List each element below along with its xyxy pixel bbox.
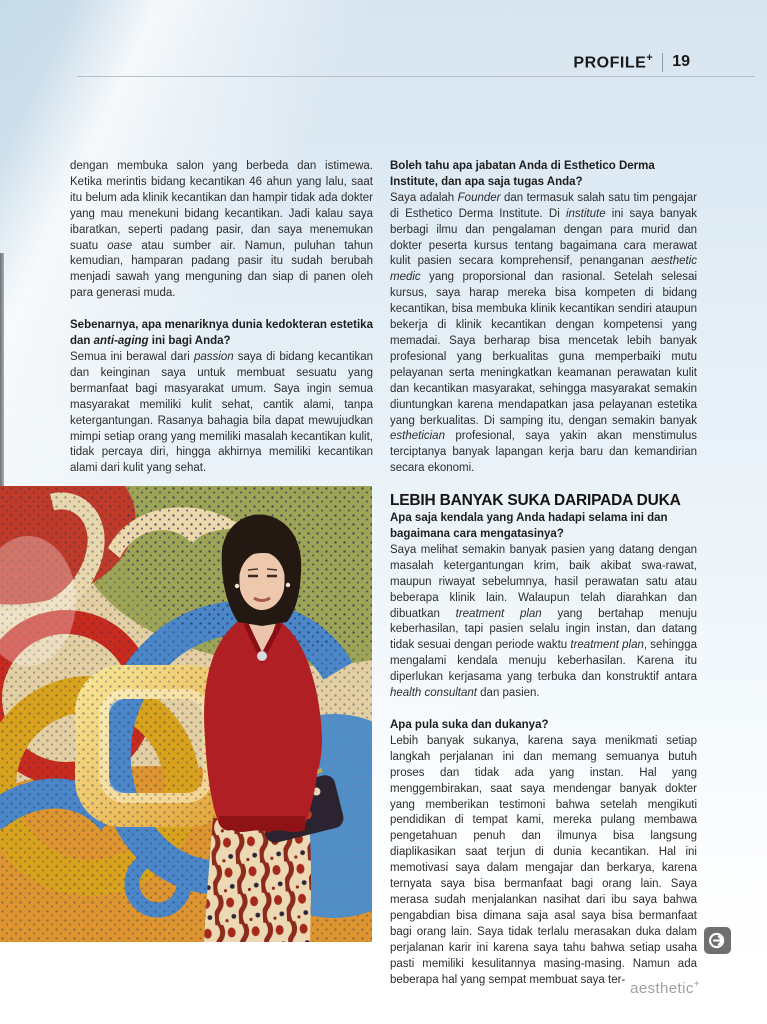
footer-brand-plus: + <box>693 979 700 990</box>
arrow-right-circle-icon <box>707 930 728 951</box>
mural-photo-graphic <box>0 486 372 942</box>
paragraph: Saya melihat semakin banyak pasien yang datang dengan masalah ketergantungan krim, baik akibat swa-rawat, maupun riwayat sebelumnya, hasil perawatan satu atau beberapa klinik lain. Walaupun telah diarahkan dan dibuatkan treatment plan yang bertahap menuju keberhasilan, tapi pasien selalu ingin instan, dan datang tidak sesuai dengan periode waktu treatment plan, sehingga mengalami kendala menuju keberhasilan. Karena itu diperlukan kerjasama yang terbuka dan konstruktif antara health consultant dan pasien. <box>390 543 698 700</box>
section-heading: LEBIH BANYAK SUKA DARIPADA DUKA <box>390 492 681 510</box>
page-edge-shadow <box>0 253 4 486</box>
article-column-right <box>390 159 697 988</box>
interview-question: Boleh tahu apa jabatan Anda di Esthetico Derma Institute, dan apa saja tugas Anda? <box>390 160 655 188</box>
page-number: 19 <box>672 53 690 71</box>
section-title-plus: + <box>646 52 654 64</box>
header-divider <box>662 53 663 72</box>
article-column-left <box>70 159 373 477</box>
paragraph: dengan membuka salon yang berbeda dan istimewa. Ketika merintis bidang kecantikan 46 ahun yang lalu, saat itu belum ada klinik kecantikan dan hampir tidak ada dokter yang mau menekuni bidang kecantikan. Jadi kalau saya ibaratkan, seperti padang pasir, dan saya menemukan suatu oase atau sumber air. Namun, puluhan tahun kemudian, hamparan padang pasir itu sudah berubah menjadi sawah yang menguning dan siap di panen oleh para generasi muda. <box>70 160 374 300</box>
page-header <box>573 52 690 72</box>
interview-question: Apa saja kendala yang Anda hadapi selama ini dan bagaimana cara mengatasinya? <box>390 512 668 541</box>
interview-question: Sebenarnya, apa menariknya dunia kedokteran estetika dan anti-aging ini bagi Anda? <box>70 319 373 348</box>
interview-question: Apa pula suka dan dukanya? <box>390 719 549 731</box>
profile-photo <box>0 486 372 942</box>
next-page-button[interactable] <box>704 927 731 954</box>
section-title: PROFILE+ <box>573 52 654 72</box>
paragraph: Semua ini berawal dari passion saya di bidang kecantikan dan keinginan saya untuk membuat sesuatu yang bermanfaat bagi masyarakat umum. Saya ingin semua masyarakat memiliki kulit sehat, cantik alami, tanpa ketergantungan. Rasanya bahagia bila dapat mewujudkan mimpi setiap orang yang memiliki masalah kecantikan kulit, tidak percaya diri, hingga akhirnya memiliki kecantikan alami dari kulit yang sehat. <box>70 350 373 475</box>
header-rule <box>77 76 755 77</box>
paragraph: Lebih banyak sukanya, karena saya menikmati setiap langkah perjalanan ini dan memang semuanya butuh proses dan tidak ada yang instan. Hal yang menggembirakan, saat saya mendengar banyak dokter yang memberikan testimoni bahwa setelah mengikuti pendidikan di tempat kami, mereka pulang membawa pengetahuan penuh dan ilmunya bisa langsung diaplikasikan saat terjun di dunia kecantikan. Hal ini memotivasi saya dalam mengajar dan berkarya, karena ternyata saya bisa bermanfaat bagi orang lain. Saya merasa sudah menjalankan nasihat dari ibu saya bahwa pengabdian bisa dimana saja asal saya bisa bermanfaat bagi orang lain. Saya tidak terlalu merasakan duka dalam perjalanan karir ini karena saya tahu bahwa setiap usaha pasti memiliki kesulitannya masing-masing. Namun ada beberapa hal yang sempat membuat saya ter- <box>390 734 697 986</box>
footer-brand: aesthetic+ <box>630 979 700 997</box>
paragraph: Saya adalah Founder dan termasuk salah satu tim pengajar di Esthetico Derma Institute. Di institute ini saya banyak berbagi ilmu dan pengalaman dengan para murid dan dokter peserta kursus tentang bagaimana cara merawat kulit pasien secara komprehensif, penanganan aesthetic medic yang proporsional dan rasional. Setelah selesai kursus, saya harap mereka bisa kompeten di bidang kecantikan, bisa membuka klinik kecantikan sendiri ataupun bekerja di klinik kecantikan dengan kompetensi yang memadai. Saya berharap bisa mencetak lebih banyak profesional yang berkualitas guna memperbaiki mutu pelayanan serta meningkatkan keamanan perawatan kulit dan kecantikan masyarakat, sehingga masyarakat semakin diuntungkan karena mendapatkan jasa pelayanan estetika yang berkualitas. Di samping itu, dengan semakin banyak esthetician profesional, saya yakin akan menstimulus terciptanya banyak lapangan kerja baru dan kemandirian secara ekonomi. <box>390 191 698 475</box>
